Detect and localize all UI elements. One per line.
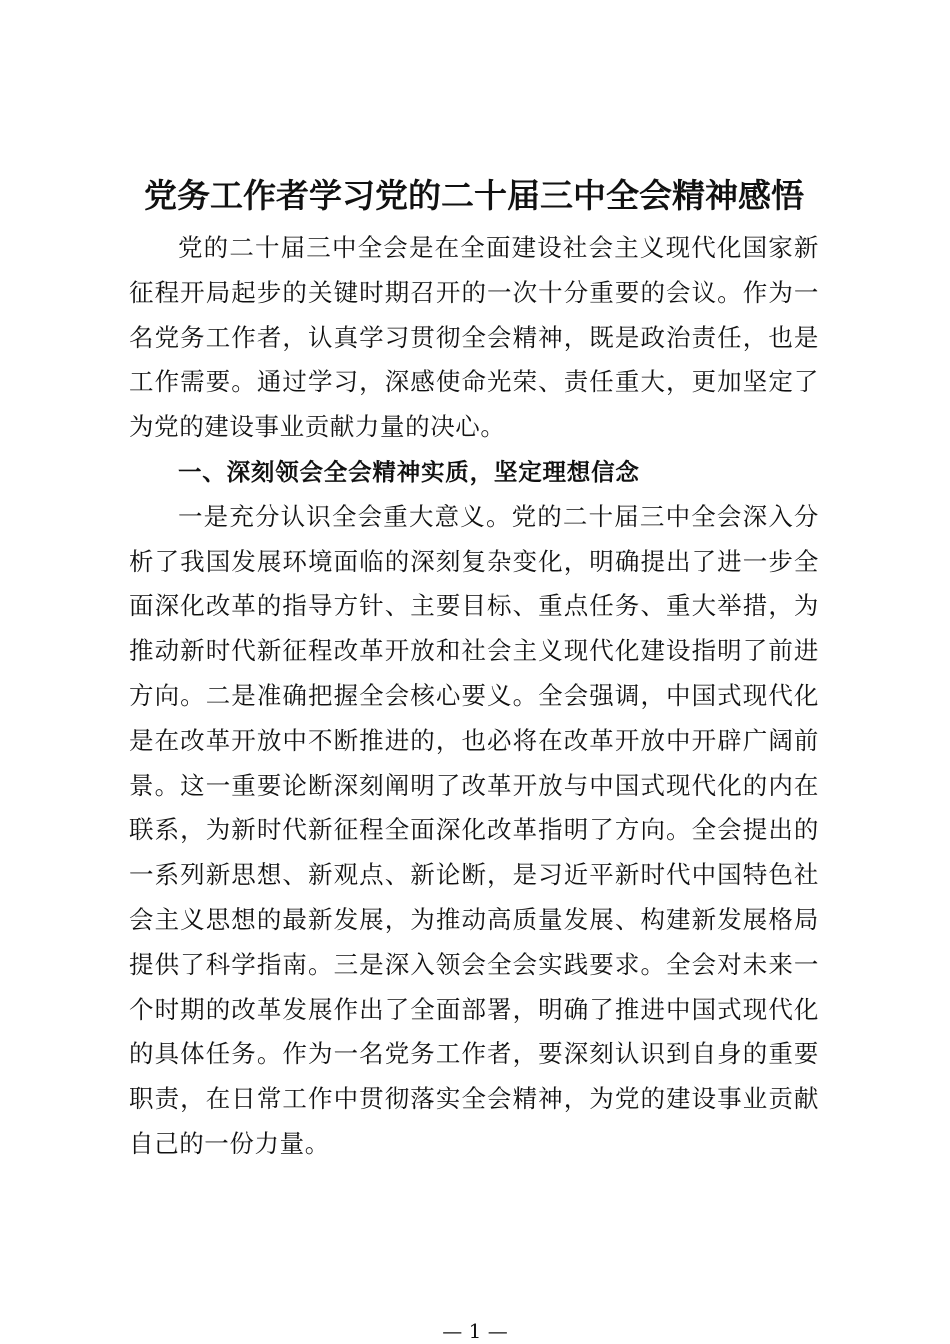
document-title: 党务工作者学习党的二十届三中全会精神感悟 — [144, 176, 804, 215]
intro-paragraph: 党的二十届三中全会是在全面建设社会主义现代化国家新征程开局起步的关键时期召开的一次十分重要的会议。作为一名党务工作者，认真学习贯彻全会精神，既是政治责任，也是工作需要。通过学习，深感使命光荣、责任重大，更加坚定了为党的建设事业贡献力量的决心。 — [129, 233, 819, 442]
section-body-paragraph: 一是充分认识全会重大意义。党的二十届三中全会深入分析了我国发展环境面临的深刻复杂变化，明确提出了进一步全面深化改革的指导方针、主要目标、重点任务、重大举措，为推动新时代新征程改革开放和社会主义现代化建设指明了前进方向。二是准确把握全会核心要义。全会强调，中国式现代化是在改革开放中不断推进的，也必将在改革开放中开辟广阔前景。这一重要论断深刻阐明了改革开放与中国式现代化的内在联系，为新时代新征程全面深化改革指明了方向。全会提出的一系列新思想、新观点、新论断，是习近平新时代中国特色社会主义思想的最新发展，为推动高质量发展、构建新发展格局提供了科学指南。三是深入领会全会实践要求。全会对未来一个时期的改革发展作出了全面部署，明确了推进中国式现代化的具体任务。作为一名党务工作者，要深刻认识到自身的重要职责，在日常工作中贯彻落实全会精神，为党的建设事业贡献自己的一份力量。 — [129, 501, 819, 1158]
document-page — [129, 168, 819, 1167]
page-number: — 1 — — [442, 1319, 508, 1343]
section-heading: 一、深刻领会全会精神实质，坚定理想信念 — [178, 457, 640, 486]
